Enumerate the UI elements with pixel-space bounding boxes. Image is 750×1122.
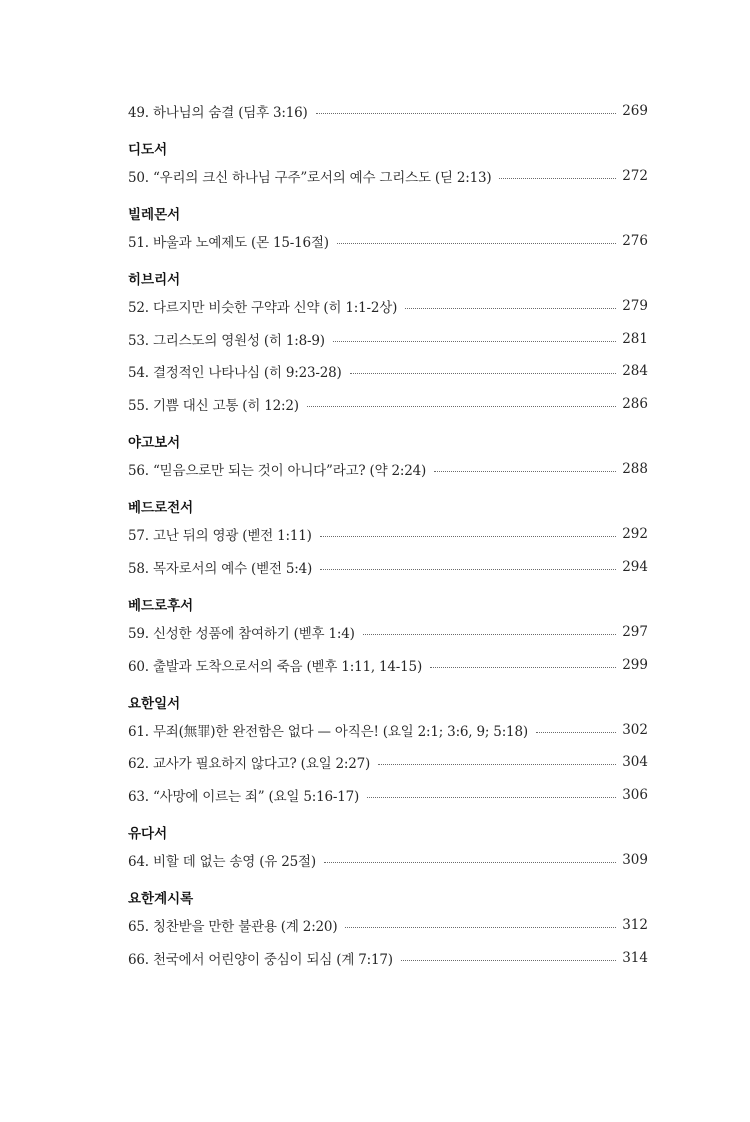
section-heading: 빌레몬서 [128, 207, 181, 223]
entry-page-number: 272 [622, 168, 648, 184]
entry-page-number: 309 [622, 852, 648, 868]
entry-title: 63. “사망에 이르는 죄” (요일 5:16-17) [128, 789, 360, 805]
entry-page-number: 294 [622, 559, 648, 575]
toc-entry-65 [128, 913, 648, 937]
toc-entry-58 [128, 555, 648, 579]
entry-page-number: 286 [622, 396, 648, 412]
section-heading: 히브리서 [128, 272, 181, 288]
dot-leader [350, 373, 617, 374]
section-heading-philemon [128, 201, 648, 225]
section-heading: 디도서 [128, 142, 168, 158]
dot-leader [333, 341, 616, 342]
entry-page-number: 299 [622, 657, 648, 673]
toc-entry-53 [128, 327, 648, 351]
entry-title: 56. “믿음으로만 되는 것이 아니다”라고? (약 2:24) [128, 463, 427, 479]
entry-page-number: 306 [622, 787, 648, 803]
dot-leader [434, 471, 616, 472]
toc-entry-66 [128, 946, 648, 970]
section-heading: 요한계시록 [128, 891, 194, 907]
section-heading-jude [128, 820, 648, 844]
entry-title: 53. 그리스도의 영원성 (히 1:8-9) [128, 333, 325, 349]
entry-page-number: 292 [622, 526, 648, 542]
toc-entry-62 [128, 750, 648, 774]
dot-leader [499, 178, 616, 179]
entry-title: 54. 결정적인 나타나심 (히 9:23-28) [128, 365, 342, 381]
toc-entry-56 [128, 457, 648, 481]
section-heading: 유다서 [128, 826, 168, 842]
dot-leader [320, 569, 616, 570]
dot-leader [307, 406, 616, 407]
entry-page-number: 284 [622, 363, 648, 379]
entry-page-number: 312 [622, 917, 648, 933]
toc-entry-59 [128, 620, 648, 644]
dot-leader [405, 308, 616, 309]
entry-title: 51. 바울과 노예제도 (몬 15-16절) [128, 235, 329, 251]
entry-page-number: 304 [622, 754, 648, 770]
toc-entry-57 [128, 522, 648, 546]
entry-title: 57. 고난 뒤의 영광 (벧전 1:11) [128, 528, 312, 544]
section-heading: 베드로전서 [128, 500, 194, 516]
entry-title: 65. 칭찬받을 만한 불관용 (계 2:20) [128, 919, 338, 935]
entry-page-number: 314 [622, 950, 648, 966]
section-heading-titus [128, 136, 648, 160]
section-heading: 야고보서 [128, 435, 181, 451]
toc-entry-54 [128, 359, 648, 383]
dot-leader [363, 634, 617, 635]
entry-page-number: 297 [622, 624, 648, 640]
toc-entry-51 [128, 229, 648, 253]
section-heading-james [128, 429, 648, 453]
entry-title: 58. 목자로서의 예수 (벧전 5:4) [128, 561, 313, 577]
dot-leader [324, 862, 616, 863]
section-heading-hebrews [128, 266, 648, 290]
section-heading-2-peter [128, 592, 648, 616]
entry-title: 50. “우리의 크신 하나님 구주”로서의 예수 그리스도 (딛 2:13) [128, 170, 492, 186]
toc-entry-55 [128, 392, 648, 416]
entry-page-number: 269 [622, 103, 648, 119]
dot-leader [316, 113, 617, 114]
toc-entry-49 [128, 99, 648, 123]
entry-title: 60. 출발과 도착으로서의 죽음 (벧후 1:11, 14-15) [128, 659, 423, 675]
dot-leader [345, 927, 616, 928]
section-heading: 요한일서 [128, 696, 181, 712]
toc-entry-60 [128, 653, 648, 677]
section-heading-1-peter [128, 494, 648, 518]
section-heading-1-john [128, 690, 648, 714]
dot-leader [320, 536, 617, 537]
dot-leader [378, 764, 616, 765]
entry-page-number: 281 [622, 331, 648, 347]
entry-page-number: 279 [622, 298, 648, 314]
entry-title: 49. 하나님의 숨결 (딤후 3:16) [128, 105, 308, 121]
toc-entry-61 [128, 718, 648, 742]
entry-title: 55. 기쁨 대신 고통 (히 12:2) [128, 398, 299, 414]
entry-title: 61. 무죄(無罪)한 완전함은 없다 — 아직은! (요일 2:1; 3:6, 9; 5:18) [128, 724, 528, 740]
entry-page-number: 276 [622, 233, 648, 249]
dot-leader [430, 667, 616, 668]
entry-title: 64. 비할 데 없는 송영 (유 25절) [128, 854, 316, 870]
toc-entry-50 [128, 164, 648, 188]
section-heading: 베드로후서 [128, 598, 194, 614]
dot-leader [536, 732, 616, 733]
toc-entry-63 [128, 783, 648, 807]
entry-title: 66. 천국에서 어린양이 중심이 되심 (계 7:17) [128, 952, 393, 968]
entry-title: 52. 다르지만 비슷한 구약과 신약 (히 1:1-2상) [128, 300, 398, 316]
dot-leader [337, 243, 616, 244]
dot-leader [367, 797, 616, 798]
section-heading-revelation [128, 885, 648, 909]
entry-title: 59. 신성한 성품에 참여하기 (벧후 1:4) [128, 626, 355, 642]
entry-title: 62. 교사가 필요하지 않다고? (요일 2:27) [128, 756, 371, 772]
toc-entry-64 [128, 848, 648, 872]
toc-entry-52 [128, 294, 648, 318]
dot-leader [401, 960, 616, 961]
entry-page-number: 288 [622, 461, 648, 477]
entry-page-number: 302 [622, 722, 648, 738]
